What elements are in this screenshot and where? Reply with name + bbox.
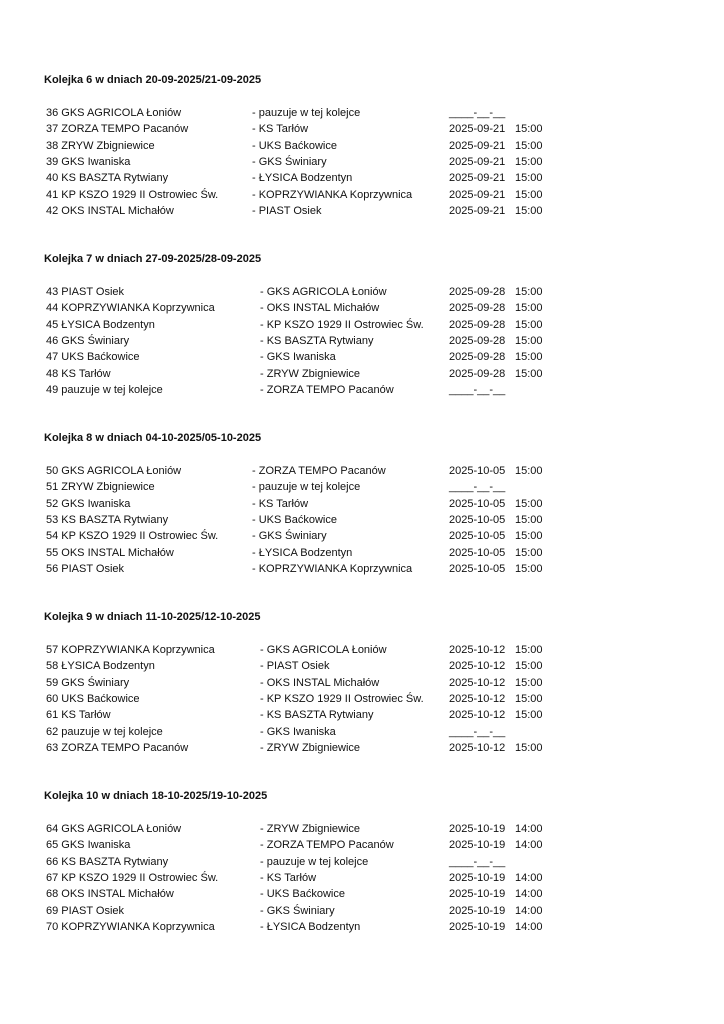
match-row: [0, 382, 724, 398]
match-date: 2025-09-21: [449, 172, 506, 185]
match-time: 15:00: [515, 334, 543, 347]
match-time: 15:00: [515, 465, 543, 477]
match-date: 2025-09-21: [449, 139, 506, 152]
home-team: 42 OKS INSTAL Michałów: [46, 204, 174, 217]
match-date: 2025-09-28: [449, 286, 506, 298]
match-date: 2025-09-21: [449, 123, 506, 136]
away-team: - KP KSZO 1929 II Ostrowiec Św.: [260, 692, 424, 705]
away-team: - PIAST Osiek: [252, 204, 322, 217]
match-date: 2025-10-19: [449, 823, 506, 835]
match-time: 15:00: [515, 155, 543, 168]
away-team: - GKS AGRICOLA Łoniów: [260, 286, 387, 298]
home-team: 60 UKS Baćkowice: [46, 692, 140, 705]
match-time: 15:00: [515, 302, 543, 315]
home-team: 64 GKS AGRICOLA Łoniów: [46, 823, 182, 835]
match-time: 14:00: [515, 871, 543, 884]
match-row: [0, 561, 724, 577]
match-date: 2025-09-21: [449, 155, 506, 168]
away-team: - KOPRZYWIANKA Koprzywnica: [252, 188, 413, 201]
away-team: - UKS Baćkowice: [260, 888, 345, 901]
match-date: ____-__-__: [449, 855, 506, 868]
match-row: [0, 870, 724, 886]
match-time: 15:00: [515, 741, 543, 754]
away-team: - pauzuje w tej kolejce: [252, 107, 361, 119]
match-date: 2025-10-05: [449, 465, 506, 477]
match-row: [0, 496, 724, 512]
round-title: Kolejka 9 w dniach 11-10-2025/12-10-2025: [44, 611, 261, 623]
match-row: [0, 333, 724, 349]
away-team: - pauzuje w tej kolejce: [260, 855, 369, 868]
away-team: - OKS INSTAL Michałów: [260, 302, 380, 315]
match-row: [0, 528, 724, 544]
round-title: Kolejka 7 w dniach 27-09-2025/28-09-2025: [44, 253, 262, 265]
match-time: 15:00: [515, 351, 543, 364]
match-row: [0, 463, 724, 479]
match-row: [0, 317, 724, 333]
match-time: 15:00: [515, 692, 543, 705]
match-row: [0, 919, 724, 935]
match-date: 2025-10-19: [449, 904, 506, 917]
home-team: 70 KOPRZYWIANKA Koprzywnica: [46, 920, 215, 933]
match-row: [0, 854, 724, 870]
match-row: [0, 903, 724, 919]
match-time: 15:00: [515, 676, 543, 689]
away-team: - ZRYW Zbigniewice: [260, 823, 361, 835]
away-team: - ZRYW Zbigniewice: [260, 741, 361, 754]
match-row: [0, 675, 724, 691]
home-team: 52 GKS Iwaniska: [46, 497, 131, 510]
home-team: 63 ZORZA TEMPO Pacanów: [46, 741, 189, 754]
away-team: - ZORZA TEMPO Pacanów: [260, 839, 394, 852]
match-row: [0, 837, 724, 853]
match-date: ____-__-__: [449, 383, 506, 396]
home-team: 53 KS BASZTA Rytwiany: [46, 513, 169, 526]
match-date: 2025-10-05: [449, 530, 506, 543]
match-time: 15:00: [515, 530, 543, 543]
match-date: 2025-10-12: [449, 660, 506, 673]
home-team: 41 KP KSZO 1929 II Ostrowiec Św.: [46, 188, 219, 201]
home-team: 44 KOPRZYWIANKA Koprzywnica: [46, 302, 215, 315]
away-team: - GKS Świniary: [260, 904, 335, 917]
round-title: Kolejka 10 w dniach 18-10-2025/19-10-2025: [44, 790, 268, 802]
round-title: Kolejka 6 w dniach 20-09-2025/21-09-2025: [44, 74, 262, 86]
match-row: [0, 512, 724, 528]
match-date: 2025-09-28: [449, 302, 506, 315]
match-time: 15:00: [515, 513, 543, 526]
away-team: - KS Tarłów: [252, 497, 309, 510]
match-date: 2025-10-12: [449, 644, 506, 656]
match-date: 2025-09-28: [449, 334, 506, 347]
round-title: Kolejka 8 w dniach 04-10-2025/05-10-2025: [44, 432, 262, 444]
match-time: 15:00: [515, 709, 543, 722]
match-date: 2025-10-12: [449, 709, 506, 722]
away-team: - GKS Świniary: [252, 530, 327, 543]
match-date: ____-__-__: [449, 481, 506, 494]
match-time: 14:00: [515, 888, 543, 901]
away-team: - KS BASZTA Rytwiany: [260, 334, 374, 347]
match-row: [0, 284, 724, 300]
match-time: 15:00: [515, 123, 543, 136]
match-date: 2025-10-12: [449, 676, 506, 689]
match-row: [0, 642, 724, 658]
away-team: - ŁYSICA Bodzentyn: [260, 920, 361, 933]
match-date: 2025-09-28: [449, 367, 506, 380]
match-time: 14:00: [515, 823, 543, 835]
away-team: - GKS Iwaniska: [260, 351, 336, 364]
match-date: 2025-09-21: [449, 188, 506, 201]
match-row: [0, 707, 724, 723]
match-date: 2025-09-21: [449, 204, 506, 217]
away-team: - ŁYSICA Bodzentyn: [252, 546, 353, 559]
match-time: 15:00: [515, 644, 543, 656]
match-row: [0, 886, 724, 902]
home-team: 50 GKS AGRICOLA Łoniów: [46, 465, 182, 477]
away-team: - KS Tarłów: [252, 123, 309, 136]
match-time: 15:00: [515, 660, 543, 673]
home-team: 39 GKS Iwaniska: [46, 155, 131, 168]
home-team: 66 KS BASZTA Rytwiany: [46, 855, 169, 868]
match-row: [0, 740, 724, 756]
match-row: [0, 545, 724, 561]
match-row: [0, 691, 724, 707]
home-team: 45 ŁYSICA Bodzentyn: [46, 318, 155, 331]
match-time: 15:00: [515, 497, 543, 510]
away-team: - UKS Baćkowice: [252, 513, 337, 526]
away-team: - GKS AGRICOLA Łoniów: [260, 644, 387, 656]
match-time: 14:00: [515, 904, 543, 917]
match-row: [0, 479, 724, 495]
home-team: 46 GKS Świniary: [46, 334, 130, 347]
away-team: - GKS Świniary: [252, 155, 327, 168]
home-team: 54 KP KSZO 1929 II Ostrowiec Św.: [46, 530, 219, 543]
home-team: 36 GKS AGRICOLA Łoniów: [46, 107, 182, 119]
match-date: 2025-10-05: [449, 513, 506, 526]
match-time: 14:00: [515, 920, 543, 933]
match-date: 2025-10-12: [449, 741, 506, 754]
home-team: 51 ZRYW Zbigniewice: [46, 481, 155, 494]
match-date: 2025-09-28: [449, 351, 506, 364]
match-time: 15:00: [515, 204, 543, 217]
match-row: [0, 658, 724, 674]
home-team: 57 KOPRZYWIANKA Koprzywnica: [46, 644, 215, 656]
match-time: 15:00: [515, 188, 543, 201]
match-row: [0, 821, 724, 837]
match-row: [0, 300, 724, 316]
match-date: 2025-10-19: [449, 839, 506, 852]
match-date: 2025-10-19: [449, 871, 506, 884]
match-time: 15:00: [515, 562, 543, 575]
match-time: 15:00: [515, 139, 543, 152]
match-row: [0, 349, 724, 365]
match-time: 15:00: [515, 172, 543, 185]
match-date: 2025-10-05: [449, 497, 506, 510]
match-time: 15:00: [515, 546, 543, 559]
match-time: 15:00: [515, 367, 543, 380]
home-team: 68 OKS INSTAL Michałów: [46, 888, 174, 901]
home-team: 61 KS Tarłów: [46, 709, 111, 722]
match-time: 14:00: [515, 839, 543, 852]
away-team: - ZORZA TEMPO Pacanów: [252, 465, 386, 477]
home-team: 49 pauzuje w tej kolejce: [46, 383, 163, 396]
match-row: [0, 724, 724, 740]
home-team: 47 UKS Baćkowice: [46, 351, 140, 364]
match-row: [0, 154, 724, 170]
match-row: [0, 138, 724, 154]
away-team: - ZRYW Zbigniewice: [260, 367, 361, 380]
away-team: - PIAST Osiek: [260, 660, 330, 673]
home-team: 37 ZORZA TEMPO Pacanów: [46, 123, 189, 136]
match-date: 2025-10-19: [449, 888, 506, 901]
home-team: 69 PIAST Osiek: [46, 904, 125, 917]
away-team: - UKS Baćkowice: [252, 139, 337, 152]
home-team: 67 KP KSZO 1929 II Ostrowiec Św.: [46, 871, 219, 884]
away-team: - KS Tarłów: [260, 871, 317, 884]
home-team: 56 PIAST Osiek: [46, 562, 125, 575]
home-team: 40 KS BASZTA Rytwiany: [46, 172, 169, 185]
away-team: - pauzuje w tej kolejce: [252, 481, 361, 494]
home-team: 38 ZRYW Zbigniewice: [46, 139, 155, 152]
match-date: 2025-10-05: [449, 546, 506, 559]
home-team: 65 GKS Iwaniska: [46, 839, 131, 852]
home-team: 43 PIAST Osiek: [46, 286, 125, 298]
away-team: - KP KSZO 1929 II Ostrowiec Św.: [260, 318, 424, 331]
match-date: 2025-10-05: [449, 562, 506, 575]
match-date: 2025-10-19: [449, 920, 506, 933]
match-row: [0, 187, 724, 203]
away-team: - KOPRZYWIANKA Koprzywnica: [252, 562, 413, 575]
home-team: 62 pauzuje w tej kolejce: [46, 725, 163, 738]
match-row: [0, 121, 724, 137]
away-team: - ZORZA TEMPO Pacanów: [260, 383, 394, 396]
away-team: - OKS INSTAL Michałów: [260, 676, 380, 689]
match-row: [0, 366, 724, 382]
match-date: ____-__-__: [449, 107, 506, 119]
away-team: - GKS Iwaniska: [260, 725, 336, 738]
match-date: 2025-10-12: [449, 692, 506, 705]
match-time: 15:00: [515, 318, 543, 331]
match-date: 2025-09-28: [449, 318, 506, 331]
home-team: 55 OKS INSTAL Michałów: [46, 546, 174, 559]
match-row: [0, 170, 724, 186]
match-row: [0, 105, 724, 121]
home-team: 59 GKS Świniary: [46, 676, 130, 689]
match-date: ____-__-__: [449, 725, 506, 738]
match-row: [0, 203, 724, 219]
match-time: 15:00: [515, 286, 543, 298]
home-team: 48 KS Tarłów: [46, 367, 111, 380]
away-team: - ŁYSICA Bodzentyn: [252, 172, 353, 185]
home-team: 58 ŁYSICA Bodzentyn: [46, 660, 155, 673]
away-team: - KS BASZTA Rytwiany: [260, 709, 374, 722]
